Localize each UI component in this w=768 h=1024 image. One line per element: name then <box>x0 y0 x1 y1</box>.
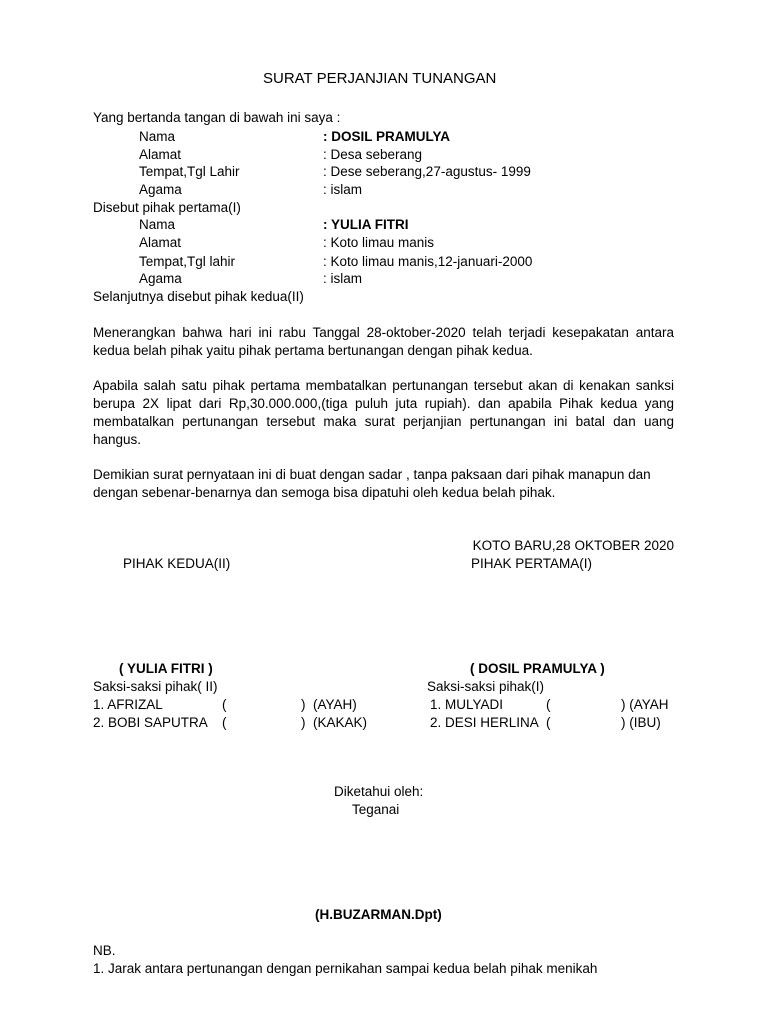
party2-value-address: : Koto limau manis <box>323 235 435 250</box>
witness-bracket-close: ) <box>301 715 306 730</box>
paragraph-statement: Menerangkan bahwa hari ini rabu Tanggal 28-oktober-2020 telah terjadi kesepakatan antara kedua belah pihak yaitu pihak pertama bertunangan dengan pihak kedua. <box>93 325 674 358</box>
witness-relation: (KAKAK) <box>313 715 368 730</box>
party1-label-name: Nama <box>139 129 176 144</box>
witness-relation: (AYAH) <box>313 697 357 712</box>
place-date: KOTO BARU,28 OKTOBER 2020 <box>472 538 674 553</box>
nb-item: 1. Jarak antara pertunangan dengan pernikahan sampai kedua belah pihak menikah <box>93 961 598 976</box>
signature-heading-party1: PIHAK PERTAMA(I) <box>471 556 593 571</box>
party1-caption: Disebut pihak pertama(I) <box>93 200 241 215</box>
party2-value-name: : YULIA FITRI <box>323 217 409 232</box>
signature-name-party1: ( DOSIL PRAMULYA ) <box>470 661 605 676</box>
witness-name: 2. DESI HERLINA <box>430 715 539 730</box>
party1-value-name: : DOSIL PRAMULYA <box>323 129 451 144</box>
official-title: Teganai <box>352 802 400 817</box>
party2-label-name: Nama <box>139 217 176 232</box>
witness-bracket-open: ( <box>546 715 551 730</box>
witnesses-heading-party2: Saksi-saksi pihak( II) <box>93 679 218 694</box>
party2-label-birth: Tempat,Tgl lahir <box>139 254 236 269</box>
party2-value-birth: : Koto limau manis,12-januari-2000 <box>323 254 533 269</box>
known-by-label: Diketahui oleh: <box>334 784 424 799</box>
party2-value-religion: : islam <box>323 271 363 286</box>
witness-bracket-open: ( <box>222 697 227 712</box>
party1-value-address: : Desa seberang <box>323 147 423 162</box>
intro-text: Yang bertanda tangan di bawah ini saya : <box>93 110 341 125</box>
witness-bracket-open: ( <box>222 715 227 730</box>
party1-label-religion: Agama <box>139 182 182 197</box>
witness-bracket-open: ( <box>546 697 551 712</box>
party2-label-religion: Agama <box>139 271 182 286</box>
party1-label-birth: Tempat,Tgl Lahir <box>139 164 240 179</box>
document-title: SURAT PERJANJIAN TUNANGAN <box>263 70 497 87</box>
paragraph-sanction: Apabila salah satu pihak pertama membatalkan pertunangan tersebut akan di kenakan sanksi berupa 2X lipat dari Rp,30.000.000,(tiga puluh juta rupiah). dan apabila Pihak kedua yang membatalkan pertunangan tersebut maka surat perjanjian pertunangan ini batal dan uang hangus. <box>93 378 674 447</box>
party2-caption: Selanjutnya disebut pihak kedua(II) <box>93 289 304 304</box>
witness-name: 1. MULYADI <box>430 697 504 712</box>
party1-label-address: Alamat <box>139 147 182 162</box>
official-name: (H.BUZARMAN.Dpt) <box>315 907 442 922</box>
witness-relation: ) (IBU) <box>621 715 661 730</box>
party1-value-religion: : islam <box>323 182 363 197</box>
witness-name: 1. AFRIZAL <box>93 697 163 712</box>
signature-heading-party2: PIHAK KEDUA(II) <box>123 556 231 571</box>
signature-name-party2: ( YULIA FITRI ) <box>119 661 213 676</box>
witness-bracket-close: ) <box>301 697 306 712</box>
nb-heading: NB. <box>93 943 116 958</box>
paragraph-closing: Demikian surat pernyataan ini di buat dengan sadar , tanpa paksaan dari pihak manapun dan dengan sebenar-benarnya dan semoga bisa dipatuhi oleh kedua belah pihak. <box>93 467 651 500</box>
witness-relation: ) (AYAH <box>621 697 669 712</box>
witnesses-heading-party1: Saksi-saksi pihak(I) <box>427 679 545 694</box>
witness-name: 2. BOBI SAPUTRA <box>93 715 208 730</box>
party1-value-birth: : Dese seberang,27-agustus- 1999 <box>323 164 531 179</box>
party2-label-address: Alamat <box>139 235 182 250</box>
